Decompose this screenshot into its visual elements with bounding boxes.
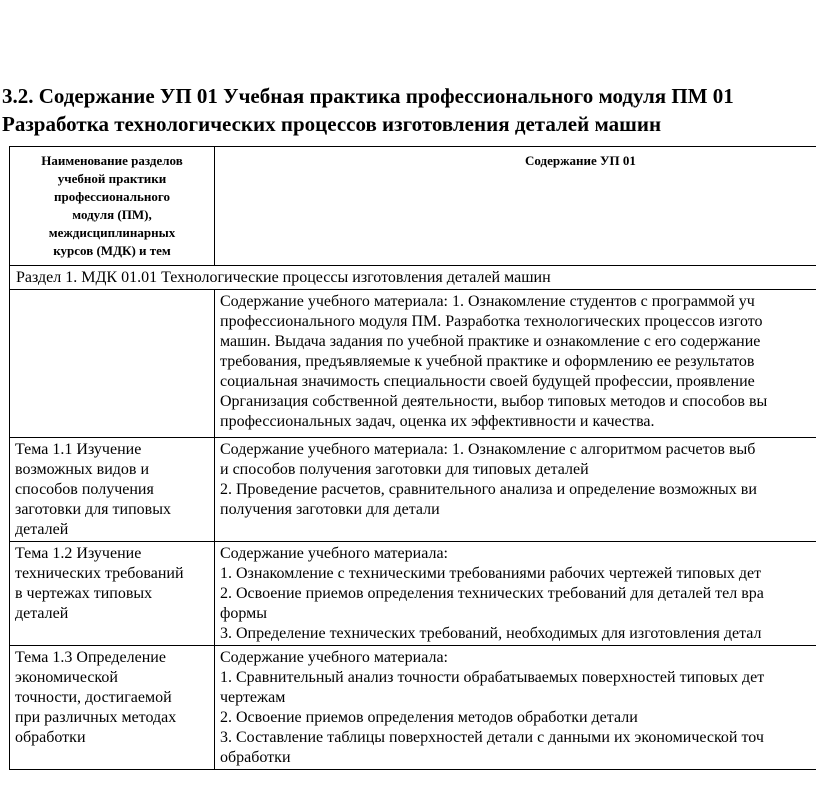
header-line: учебной практики — [57, 171, 167, 186]
content-line: 1. Ознакомление с техническими требованиями рабочих чертежей типовых дет — [220, 565, 762, 582]
content-line: 2. Освоение приемов определения методов обработки детали — [220, 709, 638, 726]
topic-line: Тема 1.1 Изучение — [15, 441, 142, 458]
content-line: Содержание учебного материала: — [220, 545, 448, 562]
page-title-line: 3.2. Содержание УП 01 Учебная практика профессионального модуля ПМ 01 — [2, 84, 734, 108]
topic-cell — [10, 290, 215, 438]
content-line: требования, предъявляемые к учебной практике и оформлению ее результатов — [220, 353, 755, 370]
content-cell — [215, 438, 816, 542]
content-line: и способов получения заготовки для типовых деталей — [220, 461, 589, 478]
practice-content-table — [9, 146, 816, 770]
table-header-row — [10, 147, 816, 266]
topic-line: деталей — [15, 605, 69, 622]
content-cell — [215, 646, 816, 770]
content-line: машин. Выдача задания по учебной практике и ознакомление с его содержание — [220, 333, 761, 350]
header-line: профессионального — [53, 189, 171, 204]
topic-line: при различных методах — [15, 709, 177, 726]
content-cell — [215, 290, 816, 438]
topic-line: Тема 1.2 Изучение — [15, 545, 142, 562]
topic-line: обработки — [15, 729, 86, 746]
header-line: Наименование разделов — [41, 153, 183, 168]
topic-line: Тема 1.3 Определение — [15, 649, 166, 666]
page-title-line: Разработка технологических процессов изготовления деталей машин — [2, 112, 662, 136]
header-line: модуля (ПМ), — [72, 207, 152, 222]
content-line: профессионального модуля ПМ. Разработка технологических процессов изгото — [220, 313, 763, 330]
content-line: формы — [220, 605, 267, 622]
header-content-cell: Содержание УП 01 — [215, 147, 816, 266]
content-line: социальная значимость специальности своей будущей профессии, проявление — [220, 373, 755, 390]
content-line: 3. Определение технических требований, необходимых для изготовления детал — [220, 625, 762, 642]
content-line: 1. Сравнительный анализ точности обрабатываемых поверхностей типовых дет — [220, 669, 765, 686]
section-row — [10, 266, 816, 290]
content-line: Содержание учебного материала: 1. Ознакомление с алгоритмом расчетов выб — [220, 441, 756, 458]
topic-line: возможных видов и — [15, 461, 150, 478]
topic-line: экономической — [15, 669, 118, 686]
content-line: 2. Освоение приемов определения технических требований для деталей тел вра — [220, 585, 764, 602]
topic-line: технических требований — [15, 565, 184, 582]
topic-line: в чертежах типовых — [15, 585, 153, 602]
content-line: профессиональных задач, оценка их эффективности и качества. — [220, 413, 655, 430]
table-row — [10, 290, 816, 438]
header-line: курсов (МДК) и тем — [53, 243, 171, 258]
topic-cell — [10, 542, 215, 646]
section-title: Раздел 1. МДК 01.01 Технологические процессы изготовления деталей машин — [10, 266, 816, 290]
topic-line: деталей — [15, 521, 69, 538]
header-sections-cell — [10, 147, 215, 266]
topic-line: точности, достигаемой — [15, 689, 172, 706]
topic-line: заготовки для типовых — [15, 501, 171, 518]
content-line: чертежам — [220, 689, 286, 706]
content-line: Содержание учебного материала: — [220, 649, 448, 666]
table-row — [10, 438, 816, 542]
table-row — [10, 542, 816, 646]
content-line: обработки — [220, 749, 291, 766]
content-line: Содержание учебного материала: 1. Ознакомление студентов с программой уч — [220, 293, 755, 310]
content-line: 3. Составление таблицы поверхностей детали с данными их экономической точ — [220, 729, 764, 746]
table-row — [10, 646, 816, 770]
topic-line: способов получения — [15, 481, 154, 498]
header-line: междисциплинарных — [48, 225, 176, 240]
content-cell — [215, 542, 816, 646]
page-title — [2, 82, 816, 138]
topic-cell — [10, 646, 215, 770]
content-line: Организация собственной деятельности, выбор типовых методов и способов вы — [220, 393, 768, 410]
topic-cell — [10, 438, 215, 542]
content-line: 2. Проведение расчетов, сравнительного анализа и определение возможных ви — [220, 481, 757, 498]
content-line: получения заготовки для детали — [220, 501, 440, 518]
